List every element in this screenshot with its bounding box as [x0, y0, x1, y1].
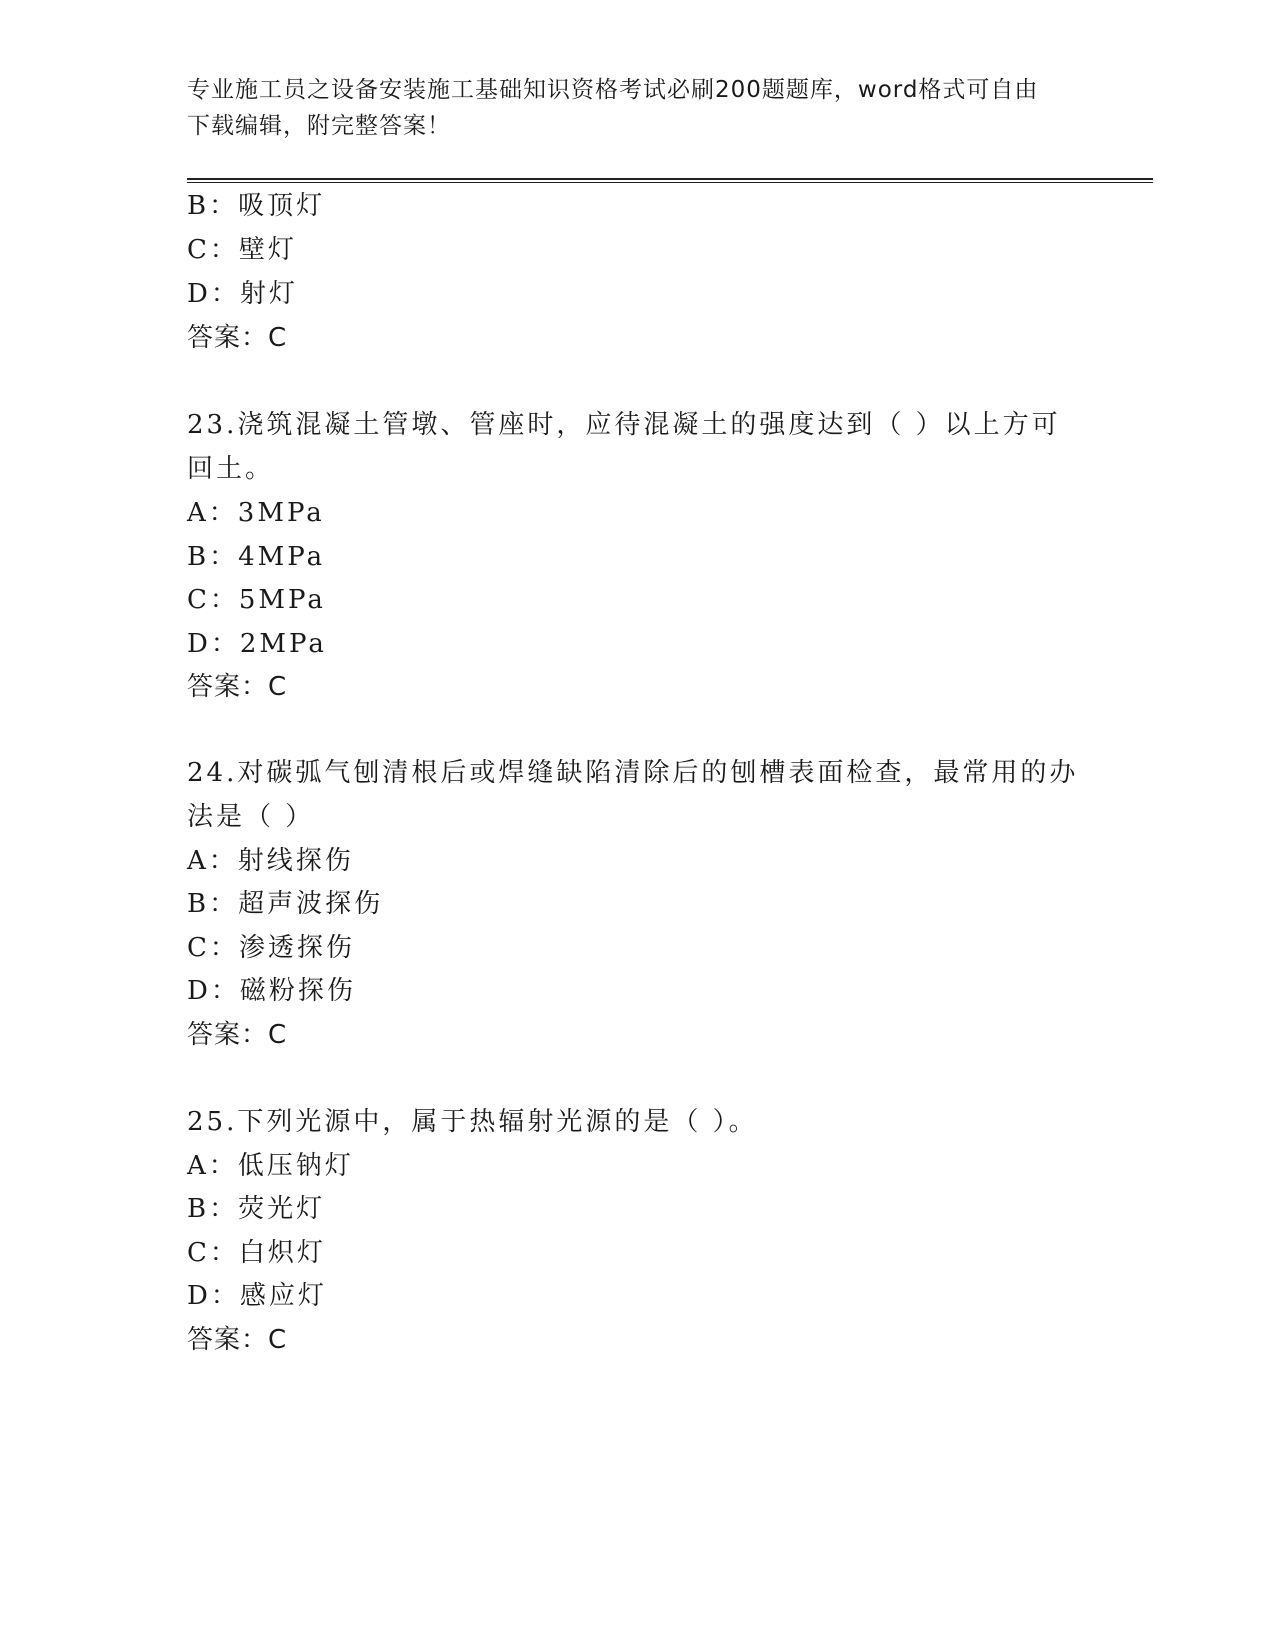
q24-answer: 答案：C — [187, 1020, 288, 1050]
q23-answer: 答案：C — [187, 672, 288, 702]
q23-stem-line-2: 回土。 — [187, 454, 275, 484]
q23-option-a: A：3MPa — [187, 498, 325, 528]
q22-option-c: C：壁灯 — [187, 235, 297, 265]
q25-option-c: C：白炽灯 — [187, 1238, 326, 1268]
header-line-1: 专业施工员之设备安装施工基础知识资格考试必刷200题题库，word格式可自由 — [187, 77, 1039, 103]
q24-option-d: D：磁粉探伤 — [187, 976, 356, 1006]
header-rule — [187, 178, 1153, 183]
q23-option-b: B：4MPa — [187, 542, 326, 572]
q24-option-a: A：射线探伤 — [187, 846, 354, 876]
q22-option-b: B：吸顶灯 — [187, 191, 326, 221]
q23-stem-line-1: 23.浇筑混凝土管墩、管座时，应待混凝土的强度达到（ ）以上方可 — [187, 410, 1061, 440]
header-line-2: 下载编辑，附完整答案！ — [187, 113, 451, 139]
q22-option-d: D：射灯 — [187, 279, 298, 309]
q25-stem-line-1: 25.下列光源中，属于热辐射光源的是（ ）。 — [187, 1107, 758, 1137]
q23-option-c: C：5MPa — [187, 585, 326, 615]
q25-option-d: D：感应灯 — [187, 1281, 327, 1311]
q24-stem-line-1: 24.对碳弧气刨清根后或焊缝缺陷清除后的刨槽表面检查，最常用的办 — [187, 758, 1079, 788]
q25-option-b: B：荧光灯 — [187, 1194, 326, 1224]
q25-option-a: A：低压钠灯 — [187, 1151, 354, 1181]
q23-option-d: D：2MPa — [187, 629, 327, 659]
q22-answer: 答案：C — [187, 323, 288, 353]
q24-stem-line-2: 法是（ ） — [187, 802, 315, 832]
q24-option-c: C：渗透探伤 — [187, 933, 355, 963]
page-header — [187, 72, 1067, 144]
q24-option-b: B：超声波探伤 — [187, 889, 384, 919]
q25-answer: 答案：C — [187, 1325, 288, 1355]
